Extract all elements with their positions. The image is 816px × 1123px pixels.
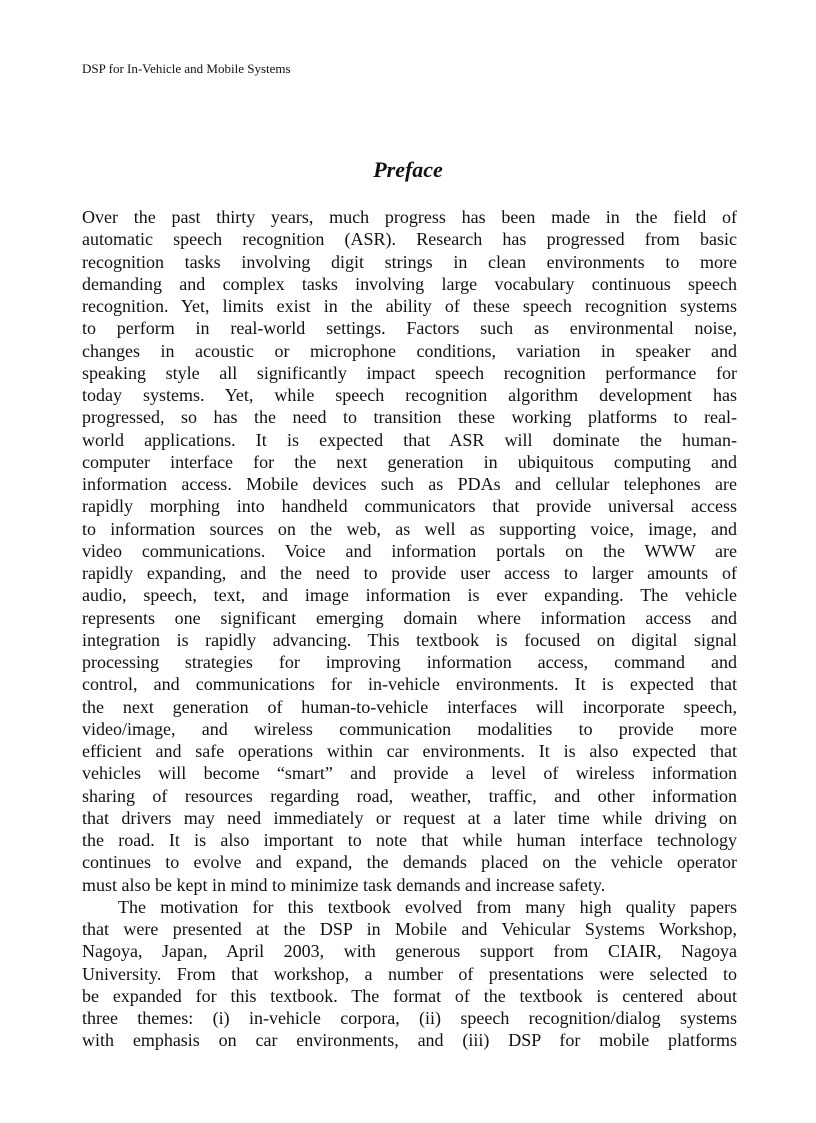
text-line: world applications. It is expected that ASR will dominate the human- (82, 429, 737, 450)
text-line: Over the past thirty years, much progress has been made in the field of (82, 207, 737, 227)
text-line: video communications. Voice and information portals on the WWW are (82, 540, 737, 561)
running-header: DSP for In-Vehicle and Mobile Systems (82, 61, 291, 76)
text-line: the next generation of human-to-vehicle interfaces will incorporate speech, (82, 696, 737, 717)
text-line: audio, speech, text, and image information is ever expanding. The vehicle (82, 585, 737, 606)
text-line: be expanded for this textbook. The format of the textbook is centered about (82, 985, 737, 1006)
text-line: that were presented at the DSP in Mobile and Vehicular Systems Workshop, (82, 919, 737, 939)
text-line: the road. It is also important to note that while human interface technology (82, 830, 737, 850)
text-line: must also be kept in mind to minimize task demands and increase safety. (82, 874, 606, 895)
text-line: to information sources on the web, as well as supporting voice, image, and (82, 518, 737, 539)
text-line: computer interface for the next generation in ubiquitous computing and (82, 451, 737, 472)
text-line: three themes: (i) in-vehicle corpora, (ii) speech recognition/dialog systems (82, 1008, 737, 1028)
text-line: today systems. Yet, while speech recognition algorithm development has (82, 385, 737, 405)
text-line: University. From that workshop, a number of presentations were selected to (82, 963, 737, 984)
text-line: represents one significant emerging domain where information access and (82, 607, 737, 628)
body-text (82, 206, 737, 1052)
text-line: changes in acoustic or microphone conditions, variation in speaker and (82, 340, 737, 361)
text-line: efficient and safe operations within car environments. It is also expected that (82, 741, 737, 761)
text-line: speaking style all significantly impact speech recognition performance for (82, 362, 737, 383)
text-line: video/image, and wireless communication modalities to provide more (82, 718, 737, 739)
text-line: with emphasis on car environments, and (iii) DSP for mobile platforms (82, 1030, 737, 1051)
text-line: Nagoya, Japan, April 2003, with generous support from CIAIR, Nagoya (82, 941, 737, 962)
page-title: Preface (373, 157, 443, 182)
text-line: recognition tasks involving digit strings in clean environments to more (82, 251, 737, 272)
text-line: demanding and complex tasks involving large vocabulary continuous speech (82, 273, 737, 294)
text-line: information access. Mobile devices such as PDAs and cellular telephones are (82, 474, 737, 494)
text-line: to perform in real-world settings. Factors such as environmental noise, (82, 318, 737, 339)
text-line: processing strategies for improving information access, command and (82, 652, 737, 672)
text-line: control, and communications for in-vehicle environments. It is expected that (82, 674, 737, 695)
text-line: sharing of resources regarding road, weather, traffic, and other information (82, 785, 737, 806)
text-line: integration is rapidly advancing. This textbook is focused on digital signal (82, 629, 737, 650)
text-line: vehicles will become “smart” and provide a level of wireless information (82, 763, 737, 784)
text-line: continues to evolve and expand, the demands placed on the vehicle operator (82, 852, 737, 873)
text-line: that drivers may need immediately or request at a later time while driving on (82, 807, 737, 828)
text-line: automatic speech recognition (ASR). Research has progressed from basic (82, 229, 737, 250)
text-line: rapidly expanding, and the need to provide user access to larger amounts of (82, 563, 737, 583)
text-line: The motivation for this textbook evolved from many high quality papers (118, 896, 737, 917)
text-line: progressed, so has the need to transition these working platforms to real- (82, 407, 737, 428)
paragraph-1 (82, 206, 737, 896)
text-line: rapidly morphing into handheld communicators that provide universal access (82, 496, 737, 517)
paragraph-2 (82, 896, 737, 1052)
text-line: recognition. Yet, limits exist in the ability of these speech recognition systems (82, 296, 737, 316)
